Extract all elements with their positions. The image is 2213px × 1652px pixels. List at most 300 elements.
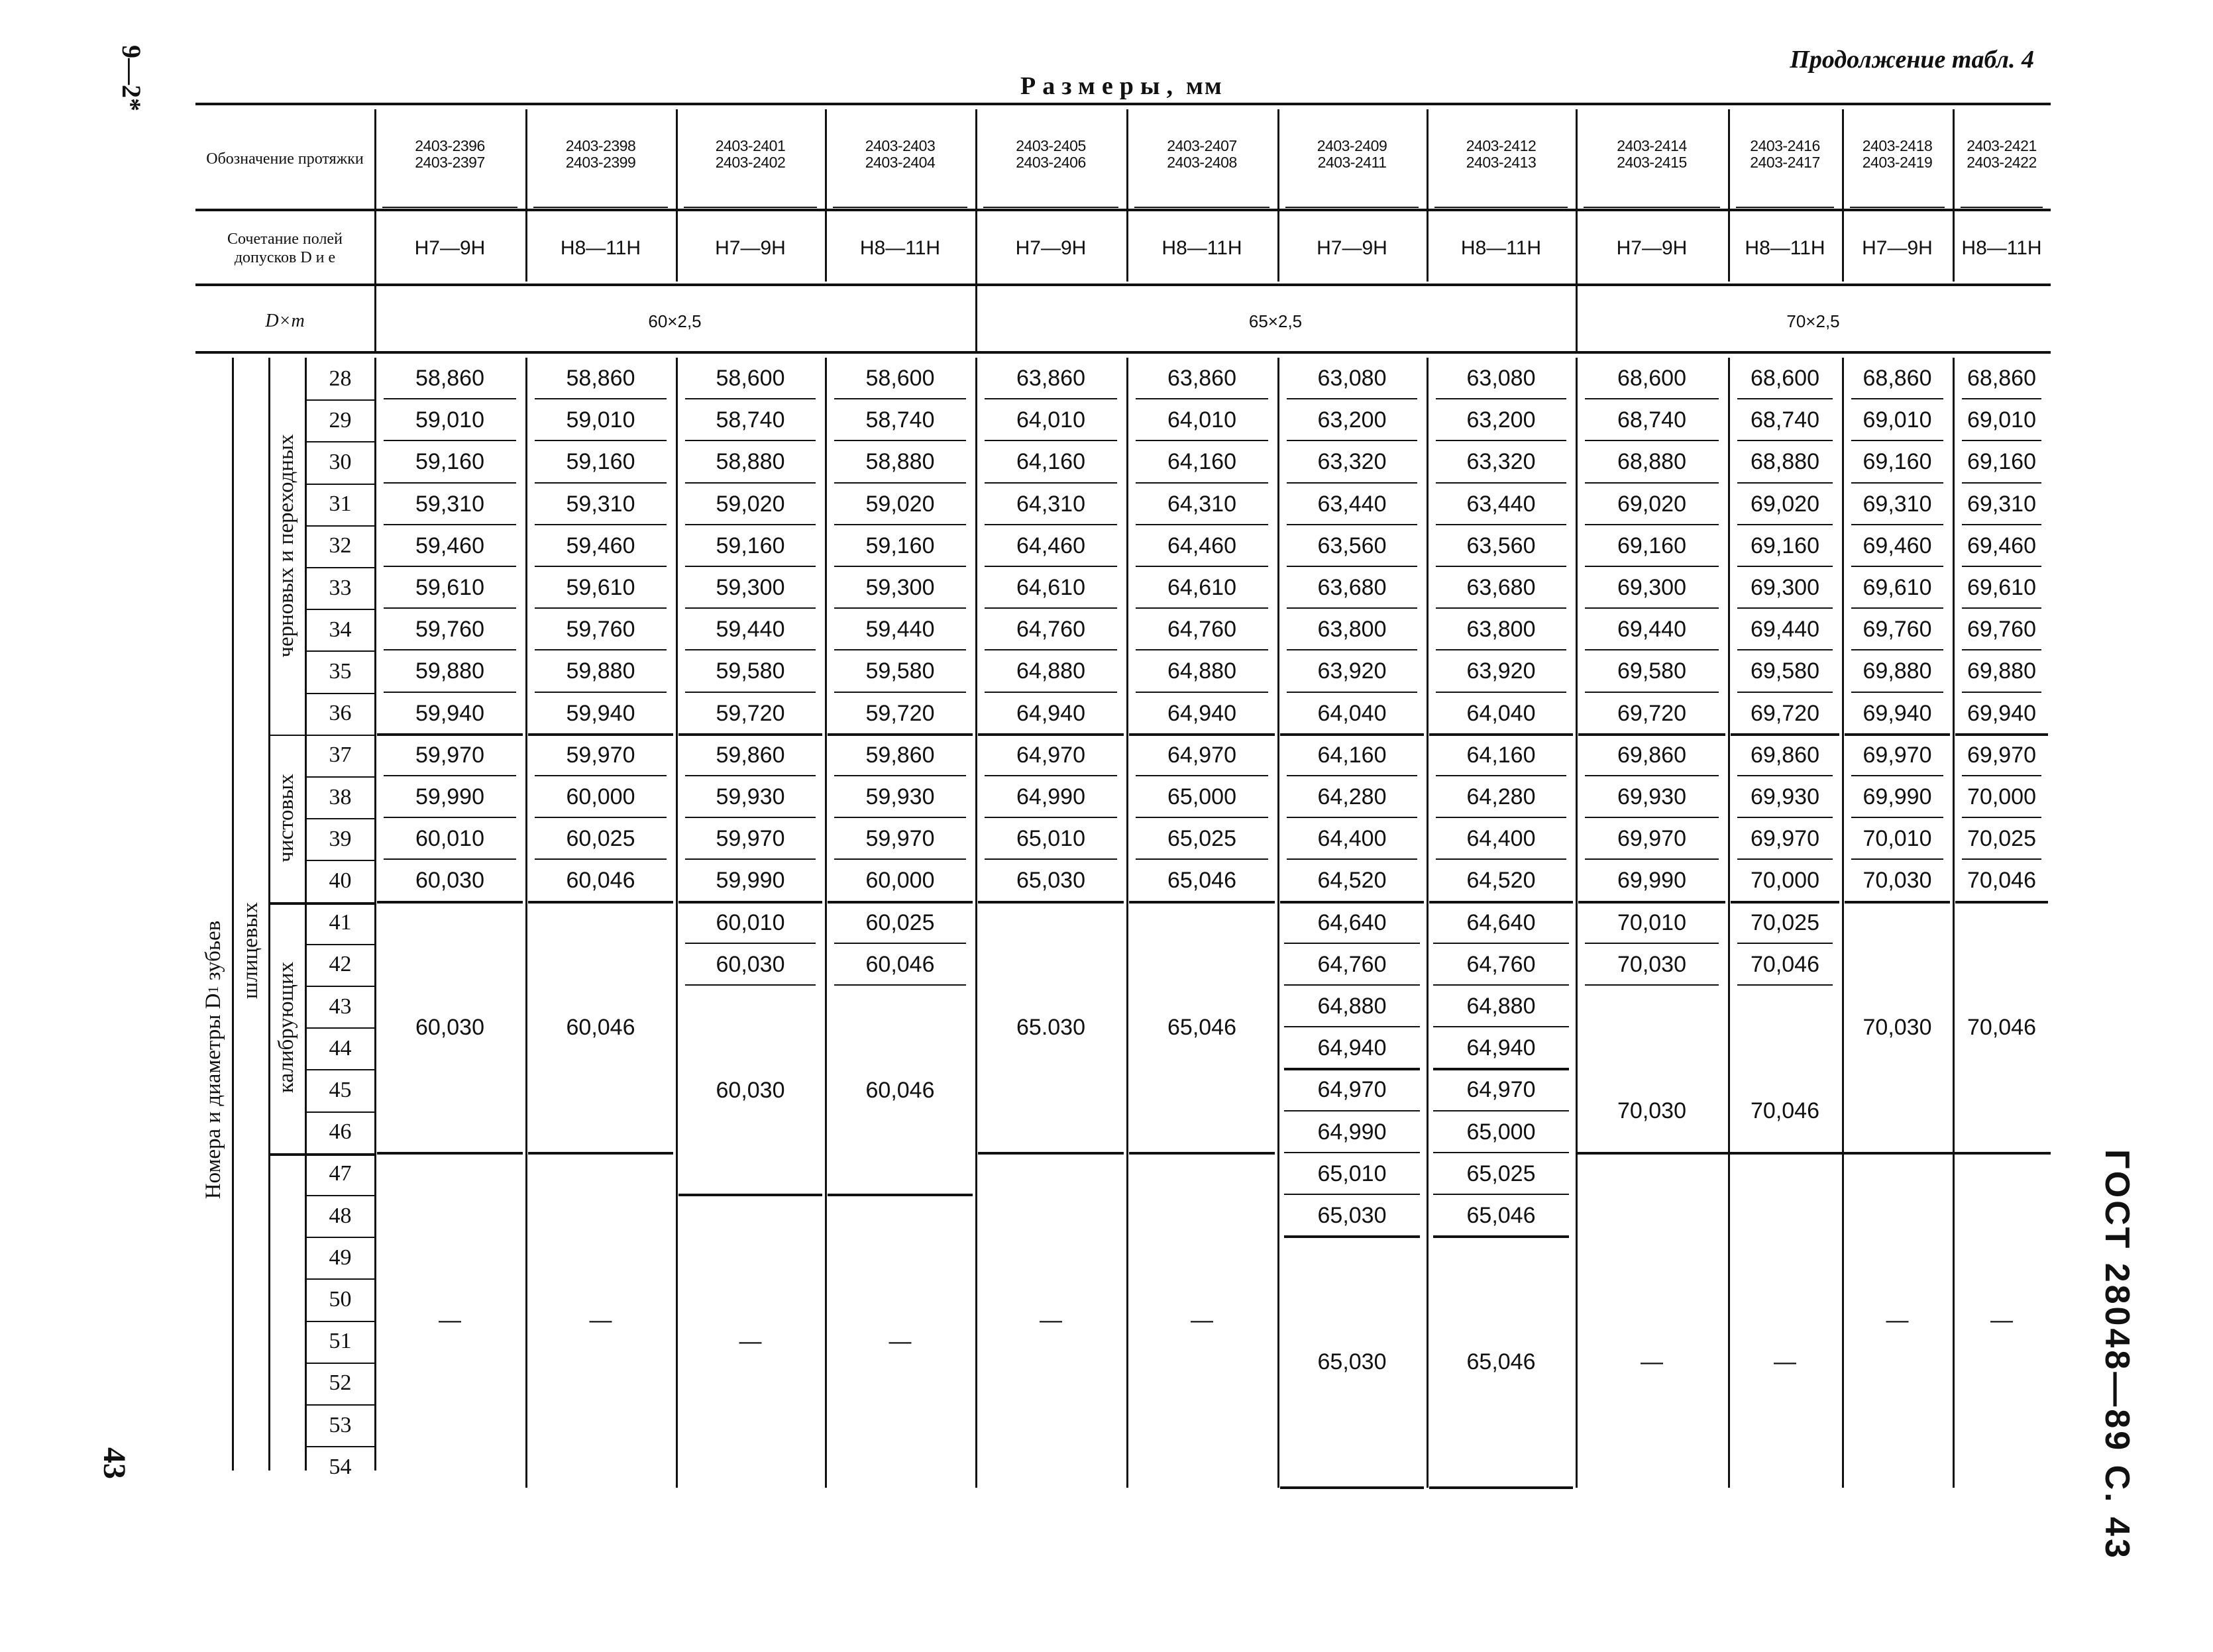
value-cell: 59,720 [865,700,935,726]
tolerance-code-12: H8—11H [1961,237,2042,259]
merged-value-cell: 60,046 [865,1077,935,1103]
side-label-main: Номера и диаметры D [201,993,225,1200]
value-cell: 60,025 [566,826,635,852]
value-cell: 68,740 [1751,407,1819,433]
value-cell: 64,010 [1016,407,1085,433]
sizes-title [1020,72,1223,101]
value-cell: 70,000 [1967,784,2036,810]
value-cell: 59,020 [865,491,935,517]
value-cell: 59,440 [716,617,785,643]
value-cell: 69,720 [1751,700,1819,726]
code-line-2: 2403-2404 [865,153,936,171]
value-cell: 69,930 [1617,784,1686,810]
designation-code-9 [1576,129,1728,179]
value-cell: 63,920 [1317,658,1387,684]
value-cell: 64,940 [1466,1035,1536,1061]
value-cell: 60,010 [415,826,484,852]
value-cell: 59,580 [865,658,935,684]
dash-cell: — [1990,1308,2013,1333]
designation-code-2 [525,129,676,179]
tolerance-code-5: H7—9H [1015,237,1087,259]
value-cell: 59,160 [716,533,785,558]
value-cell: 63,080 [1317,366,1387,391]
value-cell: 59,440 [865,617,935,643]
rule-line [1285,207,1419,208]
value-cell: 69,440 [1751,617,1819,643]
designation-code-12 [1953,129,2051,179]
value-cell: 59,460 [566,533,635,558]
rule-line [1129,733,1275,736]
row-number: 52 [329,1370,352,1396]
code-line-1: 2403-2412 [1466,136,1537,154]
rule-line [1429,1486,1573,1489]
code-line-2: 2403-2397 [415,153,485,171]
merged-value-cell: 60,030 [716,1077,785,1103]
rule-line [1731,733,1839,736]
value-cell: 68,740 [1617,407,1686,433]
rule-line [1578,733,1725,736]
value-cell: 70,010 [1862,826,1932,852]
code-line-1: 2403-2409 [1317,136,1387,154]
rule-line [195,103,2051,105]
designation-code-3 [676,129,825,179]
value-cell: 63,860 [1167,366,1236,391]
value-cell: 63,200 [1466,407,1536,433]
row-number: 48 [329,1203,352,1228]
value-cell: 68,860 [1967,366,2036,391]
value-cell: 64,970 [1466,1077,1536,1103]
value-cell: 63,860 [1016,366,1085,391]
value-cell: 69,970 [1751,826,1819,852]
dash-cell: — [589,1308,612,1333]
value-cell: 59,160 [865,533,935,558]
value-cell: 70,030 [1617,951,1686,977]
designation-code-7 [1277,129,1427,179]
designation-code-8 [1427,129,1576,179]
value-cell: 64,940 [1167,700,1236,726]
value-cell: 63,320 [1317,449,1387,475]
tolerance-code-10: H8—11H [1745,237,1825,259]
row-number: 40 [329,868,352,893]
value-cell: 60,030 [716,951,785,977]
value-cell: 64,520 [1317,868,1387,894]
value-cell: 64,310 [1167,491,1236,517]
value-cell: 59,940 [566,700,635,726]
dxm-group-2: 65×2,5 [1248,311,1303,331]
code-line-2: 2403-2406 [1016,153,1086,171]
value-cell: 64,640 [1317,909,1387,935]
value-cell: 69,580 [1751,658,1819,684]
value-cell: 64,160 [1016,449,1085,475]
dxm-group-3: 70×2,5 [1786,311,1840,331]
rule-line [533,207,668,208]
value-cell: 69,990 [1617,868,1686,894]
code-line-1: 2403-2396 [415,136,485,154]
row-number: 28 [329,366,352,391]
value-cell: 64,160 [1167,449,1236,475]
code-line-1: 2403-2421 [1967,136,2037,154]
row-number: 49 [329,1245,352,1270]
rule-line [1429,733,1573,736]
value-cell: 59,880 [415,658,484,684]
tolerance-code-4: H8—11H [859,237,941,259]
value-cell: 64,760 [1317,951,1387,977]
code-line-2: 2403-2419 [1862,153,1933,171]
row-number: 44 [329,1035,352,1060]
merged-value-cell: 65,046 [1466,1349,1536,1375]
value-cell: 65,010 [1317,1161,1387,1186]
value-cell: 64,460 [1167,533,1236,558]
value-cell: 63,800 [1466,617,1536,643]
value-cell: 59,880 [566,658,635,684]
value-cell: 65,030 [1016,868,1085,894]
value-cell: 60,030 [415,868,484,894]
merged-value-cell: 70,046 [1967,1014,2036,1040]
value-cell: 69,760 [1862,617,1932,643]
value-cell: 59,160 [566,449,635,475]
dash-cell: — [439,1308,461,1333]
dxm-label: D×m [265,311,305,331]
value-cell: 64,880 [1466,994,1536,1019]
code-line-2: 2403-2413 [1466,153,1537,171]
rule-line [1955,733,2048,736]
value-cell: 69,010 [1862,407,1932,433]
rule-line [195,209,2051,211]
designation-code-1 [374,129,525,179]
rule-line [1850,207,1945,208]
rule-line [1736,207,1834,208]
value-cell: 59,720 [716,700,785,726]
rough-transitional-label: черновых и переходных [274,434,298,658]
value-cell: 69,930 [1751,784,1819,810]
value-cell: 63,920 [1466,658,1536,684]
value-cell: 68,880 [1751,449,1819,475]
value-cell: 65,046 [1167,868,1236,894]
value-cell: 69,160 [1967,449,2036,475]
sizes-unit: мм [1186,72,1223,100]
rule-line [1280,733,1424,736]
dxm-group-1: 60×2,5 [648,311,702,331]
value-cell: 69,300 [1617,575,1686,601]
value-cell: 64,280 [1466,784,1536,810]
value-cell: 64,160 [1466,742,1536,768]
value-cell: 63,800 [1317,617,1387,643]
value-cell: 65,000 [1167,784,1236,810]
value-cell: 59,010 [566,407,635,433]
value-cell: 58,880 [865,449,935,475]
value-cell: 60,010 [716,909,785,935]
designation-code-10 [1728,129,1842,179]
value-cell: 69,760 [1967,617,2036,643]
value-cell: 59,930 [716,784,785,810]
value-cell: 70,010 [1617,909,1686,935]
rule-line [1961,207,2043,208]
row-number: 43 [329,994,352,1019]
value-cell: 65,030 [1317,1203,1387,1229]
designation-code-4 [825,129,975,179]
value-cell: 59,310 [415,491,484,517]
sheet-mark: 9—2* [117,45,146,111]
value-cell: 64,760 [1016,617,1085,643]
value-cell: 58,880 [716,449,785,475]
value-cell: 69,970 [1862,742,1932,768]
value-cell: 59,970 [566,742,635,768]
value-cell: 64,520 [1466,868,1536,894]
value-cell: 63,440 [1466,491,1536,517]
value-cell: 70,000 [1751,868,1819,894]
value-cell: 64,970 [1317,1077,1387,1103]
code-line-1: 2403-2407 [1167,136,1237,154]
value-cell: 59,760 [566,617,635,643]
merged-value-cell: 60,046 [566,1014,635,1040]
value-cell: 64,400 [1317,826,1387,852]
dash-cell: — [1774,1349,1796,1375]
value-cell: 59,990 [415,784,484,810]
row-number: 36 [329,701,352,726]
value-cell: 69,580 [1617,658,1686,684]
value-cell: 64,040 [1317,700,1387,726]
value-cell: 64,970 [1167,742,1236,768]
value-cell: 68,880 [1617,449,1686,475]
rule-line [833,207,967,208]
dash-cell: — [1886,1308,1909,1333]
designation-code-11 [1842,129,1953,179]
value-cell: 59,460 [415,533,484,558]
tolerance-code-3: H7—9H [715,237,786,259]
rule-line [978,733,1124,736]
tolerance-code-11: H7—9H [1862,237,1933,259]
value-cell: 64,990 [1016,784,1085,810]
merged-value-cell: 65.030 [1016,1014,1085,1040]
side-label-tail: зубьев [201,920,225,986]
table-caption: Продолжение табл. 4 [1790,46,2034,74]
code-line-2: 2403-2411 [1317,153,1387,171]
value-cell: 69,880 [1862,658,1932,684]
rule-line [382,207,517,208]
splined-label: шлицевых [238,902,262,1000]
side-label-sub: 1 [205,986,221,994]
row-number: 31 [329,491,352,517]
value-cell: 59,580 [716,658,785,684]
code-line-1: 2403-2401 [715,136,786,154]
rule-line [828,733,973,736]
rule-line [1584,207,1720,208]
value-cell: 69,310 [1862,491,1932,517]
value-cell: 69,880 [1967,658,2036,684]
row-number: 45 [329,1077,352,1102]
value-cell: 64,640 [1466,909,1536,935]
value-cell: 59,610 [566,575,635,601]
designation-label: Обозначение протяжки [206,150,364,168]
merged-value-cell: 65,030 [1317,1349,1387,1375]
value-cell: 64,940 [1016,700,1085,726]
value-cell: 59,610 [415,575,484,601]
page-number: 43 [97,1447,132,1479]
sizes-title-text: Размеры, [1020,72,1179,100]
value-cell: 69,610 [1862,575,1932,601]
value-cell: 58,860 [415,366,484,391]
value-cell: 59,860 [865,742,935,768]
merged-value-cell: 65,046 [1167,1014,1236,1040]
row-number: 34 [329,617,352,642]
value-cell: 69,310 [1967,491,2036,517]
value-cell: 65,025 [1466,1161,1536,1186]
value-cell: 64,160 [1317,742,1387,768]
merged-value-cell: 60,030 [415,1014,484,1040]
code-line-2: 2403-2417 [1750,153,1820,171]
row-number: 35 [329,658,352,684]
value-cell: 64,760 [1167,617,1236,643]
row-number: 42 [329,952,352,977]
value-cell: 63,560 [1466,533,1536,558]
tolerance-label: Сочетание полей допусков D и e [227,231,343,266]
value-cell: 59,310 [566,491,635,517]
value-cell: 69,860 [1617,742,1686,768]
value-cell: 58,740 [865,407,935,433]
rule-line [528,733,673,736]
value-cell: 58,740 [716,407,785,433]
value-cell: 64,940 [1317,1035,1387,1061]
designation-code-6 [1126,129,1277,179]
value-cell: 68,600 [1617,366,1686,391]
value-cell: 63,200 [1317,407,1387,433]
tolerance-code-8: H8—11H [1460,237,1542,259]
finishing-label: чистовых [274,774,298,863]
value-cell: 59,860 [716,742,785,768]
value-cell: 59,930 [865,784,935,810]
value-cell: 59,760 [415,617,484,643]
value-cell: 70,030 [1862,868,1932,894]
tolerance-code-7: H7—9H [1317,237,1387,259]
tolerance-code-2: H8—11H [560,237,641,259]
rule-line [377,733,523,736]
designation-code-5 [975,129,1126,179]
rule-line [684,207,817,208]
code-line-2: 2403-2415 [1617,153,1687,171]
value-cell: 70,046 [1967,868,2036,894]
merged-value-cell: 70,030 [1862,1014,1932,1040]
code-line-1: 2403-2414 [1617,136,1687,154]
rule-line [678,733,822,736]
value-cell: 69,020 [1751,491,1819,517]
value-cell: 69,940 [1862,700,1932,726]
value-cell: 65,025 [1167,826,1236,852]
value-cell: 69,160 [1862,449,1932,475]
value-cell: 69,460 [1862,533,1932,558]
value-cell: 59,970 [865,826,935,852]
value-cell: 59,300 [865,575,935,601]
value-cell: 70,046 [1751,951,1819,977]
row-number: 37 [329,743,352,768]
value-cell: 60,000 [566,784,635,810]
code-line-1: 2403-2418 [1862,136,1933,154]
code-line-2: 2403-2402 [715,153,786,171]
value-cell: 59,160 [415,449,484,475]
value-cell: 63,680 [1317,575,1387,601]
dash-cell: — [1040,1308,1062,1333]
tolerance-code-1: H7—9H [414,237,486,259]
tolerance-code-6: H8—11H [1161,237,1242,259]
dash-cell: — [1191,1308,1213,1333]
row-number: 54 [329,1454,352,1479]
row-number: 32 [329,533,352,558]
row-number: 41 [329,910,352,935]
value-cell: 68,600 [1751,366,1819,391]
row-number: 29 [329,407,352,433]
value-cell: 63,560 [1317,533,1387,558]
value-cell: 69,460 [1967,533,2036,558]
value-cell: 70,025 [1967,826,2036,852]
value-cell: 58,600 [716,366,785,391]
value-cell: 69,610 [1967,575,2036,601]
value-cell: 59,020 [716,491,785,517]
value-cell: 69,970 [1617,826,1686,852]
value-cell: 64,610 [1016,575,1085,601]
row-number: 53 [329,1412,352,1437]
dash-cell: — [1641,1349,1663,1375]
value-cell: 60,046 [865,951,935,977]
value-cell: 65,010 [1016,826,1085,852]
value-cell: 58,600 [865,366,935,391]
value-cell: 64,280 [1317,784,1387,810]
value-cell: 69,720 [1617,700,1686,726]
value-cell: 69,010 [1967,407,2036,433]
teeth-numbers-diameters-label [197,808,230,1312]
value-cell: 63,080 [1466,366,1536,391]
value-cell: 69,300 [1751,575,1819,601]
value-cell: 64,460 [1016,533,1085,558]
row-number: 30 [329,449,352,474]
rule-line [195,351,2051,354]
calibrating-label: калибрующих [274,962,298,1094]
merged-value-cell: 70,046 [1751,1098,1819,1124]
code-line-2: 2403-2408 [1167,153,1237,171]
merged-value-cell: 70,030 [1617,1098,1686,1124]
value-cell: 59,970 [716,826,785,852]
code-line-1: 2403-2398 [565,136,636,154]
rule-line [983,207,1118,208]
value-cell: 69,440 [1617,617,1686,643]
code-line-2: 2403-2422 [1967,153,2037,171]
value-cell: 69,940 [1967,700,2036,726]
tolerance-code-9: H7—9H [1616,237,1688,259]
rule-line [1434,207,1568,208]
value-cell: 60,025 [865,909,935,935]
code-line-1: 2403-2416 [1750,136,1820,154]
value-cell: 63,320 [1466,449,1536,475]
value-cell: 59,990 [716,868,785,894]
value-cell: 64,880 [1016,658,1085,684]
value-cell: 65,000 [1466,1119,1536,1145]
row-number: 46 [329,1119,352,1145]
value-cell: 59,970 [415,742,484,768]
dash-cell: — [739,1328,762,1354]
value-cell: 68,860 [1862,366,1932,391]
value-cell: 69,860 [1751,742,1819,768]
rule-line [195,284,2051,286]
dash-cell: — [889,1328,912,1354]
value-cell: 64,400 [1466,826,1536,852]
value-cell: 63,680 [1466,575,1536,601]
code-line-1: 2403-2403 [865,136,936,154]
value-cell: 64,970 [1016,742,1085,768]
value-cell: 69,970 [1967,742,2036,768]
value-cell: 69,990 [1862,784,1932,810]
value-cell: 65,046 [1466,1203,1536,1229]
value-cell: 60,046 [566,868,635,894]
code-line-1: 2403-2405 [1016,136,1086,154]
value-cell: 69,160 [1617,533,1686,558]
